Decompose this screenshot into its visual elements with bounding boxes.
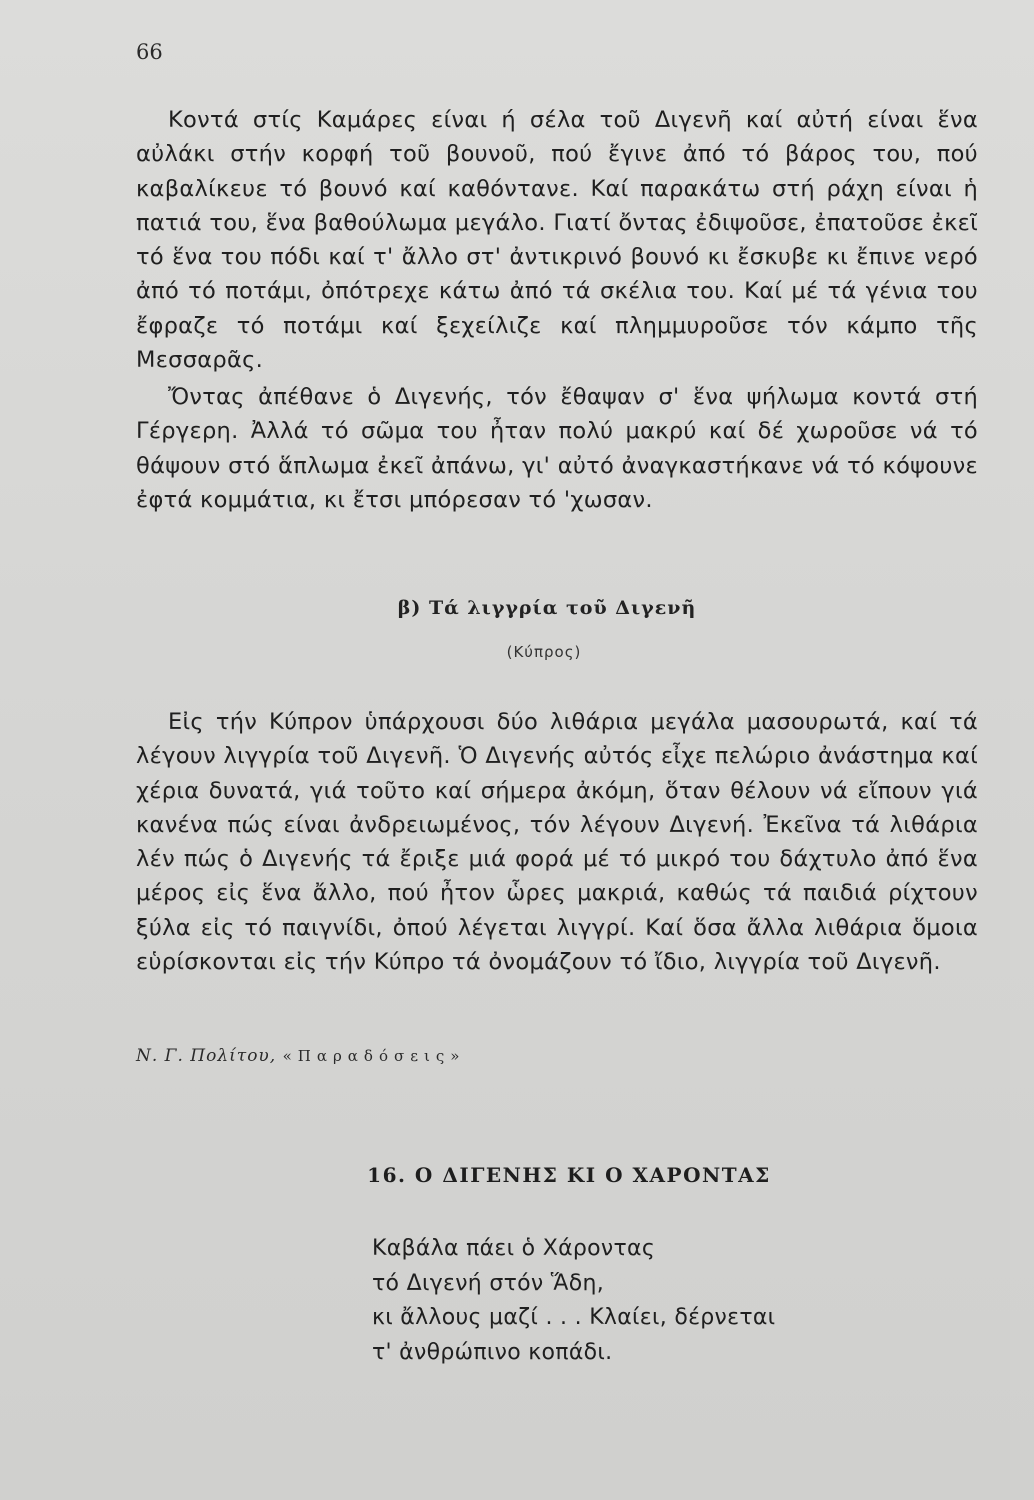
paragraph-text: Κοντά στίς Καμάρες είναι ή σέλα τοῦ Διγενῆ καί αὐτή είναι ἕνα αὐλάκι στήν κορφή τοῦ βουνοῦ, πού ἔγινε ἀπό τό βάρος του, πού καβαλίκευε τό βουνό καί καθόντανε. Καί παρακάτω στή ράχη είναι ἡ πατιά του, ἕνα βαθούλωμα μεγάλο. Γιατί ὄντας ἐδιψοῦσε, ἐπατοῦσε ἐκεῖ τό ἕνα του πόδι καί τ' ἄλλο στ' ἀντικρινό βουνό κι ἔσκυβε κι ἔπινε νερό ἀπό τό ποτάμι, ὀπότρεχε κάτω ἀπό τά σκέλια του. Καί μέ τά γένια του ἔφραζε τό ποτάμι καί ξεχείλιζε καί πλημμυροῦσε τόν κάμπο τῆς Μεσσαρᾶς. [136, 107, 978, 374]
source-citation [136, 1046, 465, 1066]
source-work: «Παραδόσεις» [282, 1047, 466, 1065]
paragraph-text: Ὄντας ἀπέθανε ὁ Διγενής, τόν ἔθαψαν σ' ἕνα ψήλωμα κοντά στή Γέργερη. Ἀλλά τό σῶμα του ἦταν πολύ μακρύ καί δέ χωροῦσε νά τό θάψουν στό ἅπλωμα ἐκεῖ ἀπάνω, γι' αὐτό ἀναγκαστήκανε νά τό κόψουνε ἐφτά κομμάτια, κι ἔτσι μπόρεσαν τό 'χωσαν. [136, 384, 978, 513]
section-region-text: (Κύπρος) [506, 643, 582, 661]
chapter-title-text: 16. Ο ΔΙΓΕΝΗΣ ΚΙ Ο ΧΑΡΟΝΤΑΣ [367, 1163, 771, 1187]
poem-line: τ' ἀνθρώπινο κοπάδι. [372, 1339, 613, 1365]
paragraph-text: Εἰς τήν Κύπρον ὑπάρχουσι δύο λιθάρια μεγάλα μασουρωτά, καί τά λέγουν λιγγρία τοῦ Διγενῆ. Ὁ Διγενής αὐτός εἶχε πελώριο ἀνάστημα καί χέρια δυνατά, γιά τοῦτο καί σήμερα ἀκόμη, ὅταν θέλουν νά εἴπουν γιά κανένα πώς είναι ἀνδρειωμένος, τόν λέγουν Διγενή. Ἐκεῖνα τά λιθάρια λέν πώς ὁ Διγενής τά ἔριξε μιά φορά μέ τό μικρό του δάχτυλο ἀπό ἕνα μέρος εἰς ἕνα ἄλλο, πού ἦτον ὧρες μακριά, καθώς τά παιδιά ρίχτουν ξύλα εἰς τό παιγνίδι, ὀπού λέγεται λιγγρί. Καί ὅσα ἄλλα λιθάρια ὅμοια εὑρίσκονται εἰς τήν Κύπρο τά ὀνομάζουν τό ἴδιο, λιγγρία τοῦ Διγενῆ. [136, 709, 978, 976]
section-region [0, 643, 1034, 661]
section-subtitle-text: β) Τά λιγγρία τοῦ Διγενῆ [397, 597, 697, 619]
poem [372, 1232, 775, 1370]
paragraph-kamares [136, 103, 978, 377]
poem-line: κι ἄλλους μαζί . . . Κλαίει, δέρνεται [372, 1305, 776, 1330]
paragraph-cyprus [136, 705, 978, 979]
paragraph-burial [136, 380, 978, 517]
page-number: 66 [136, 40, 163, 64]
poem-line: τό Διγενή στόν Ἅδη, [372, 1270, 604, 1296]
source-author: Ν. Γ. Πολίτου, [136, 1046, 277, 1066]
chapter-title [0, 1163, 1034, 1187]
section-subtitle [0, 597, 1034, 619]
poem-line: Καβάλα πάει ὁ Χάροντας [372, 1236, 656, 1261]
